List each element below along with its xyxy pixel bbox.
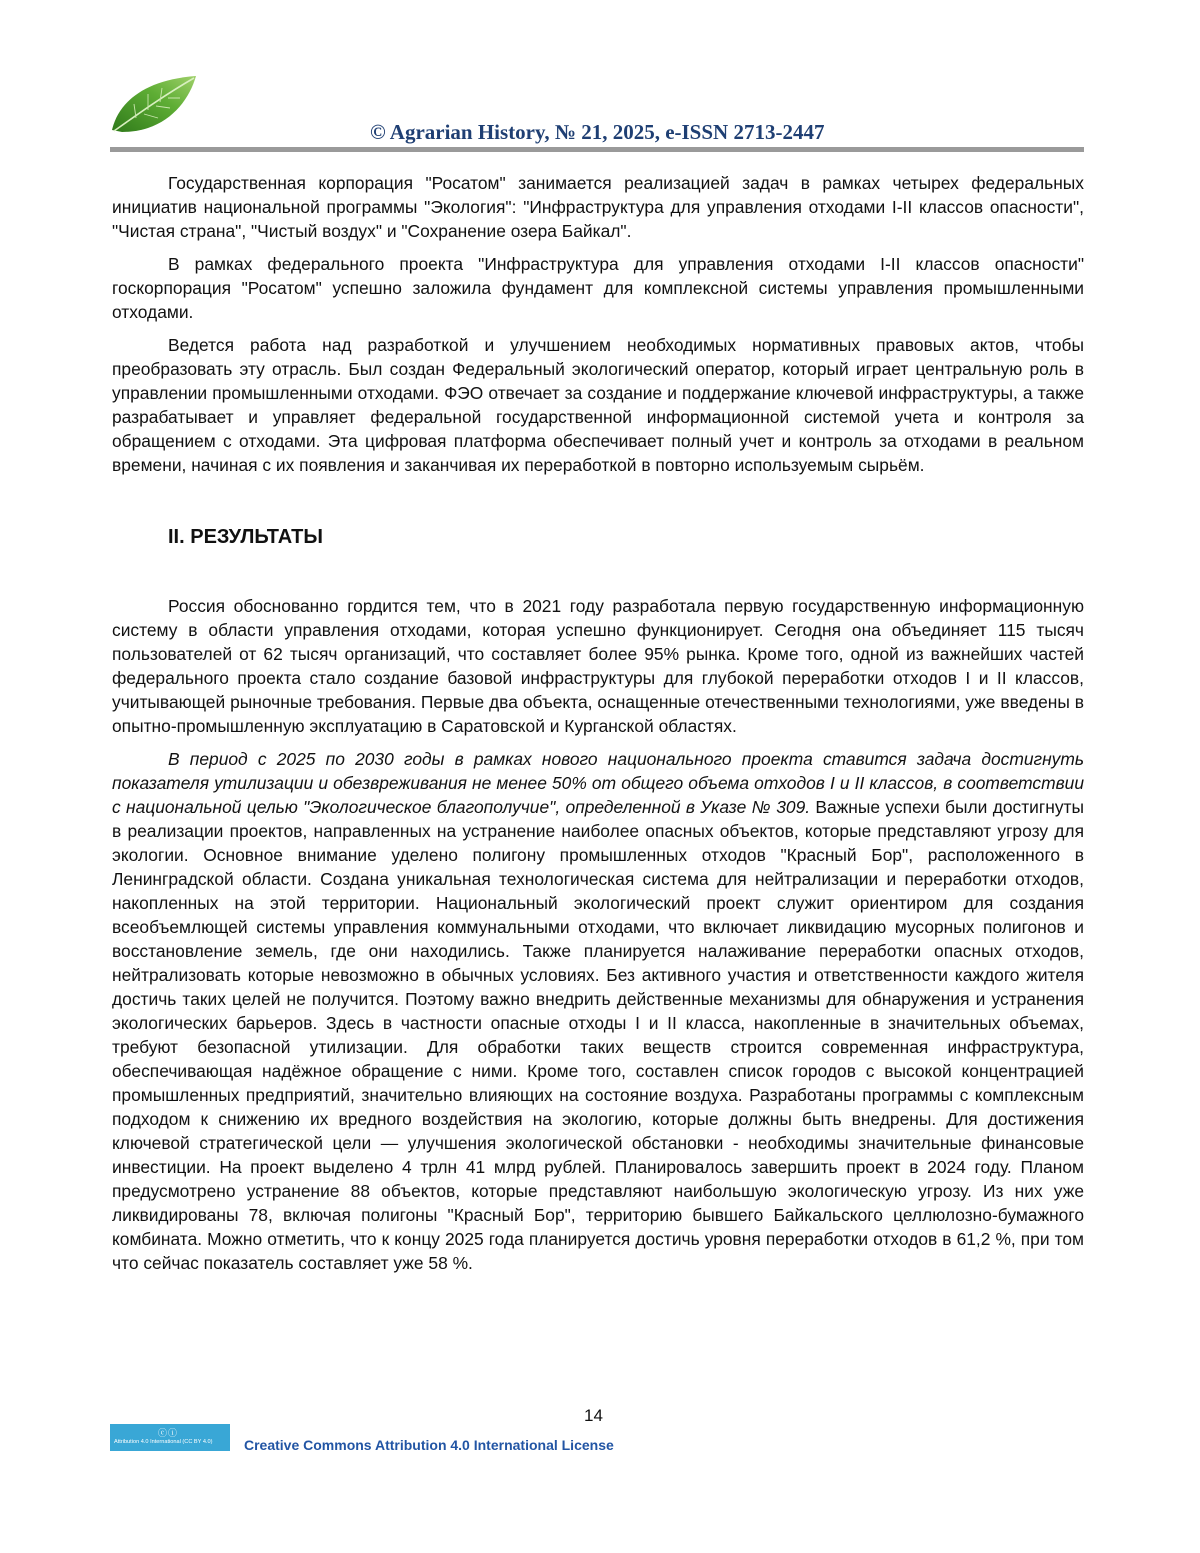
cc-license-badge[interactable] [110,1424,230,1451]
cc-icon: ⓒⓘ [158,1428,179,1438]
leaf-icon [108,74,200,136]
cc-badge-text: Attribution 4.0 International (CC BY 4.0) [114,1439,213,1445]
journal-title: © Agrarian History, № 21, 2025, e-ISSN 2713-2447 [370,120,825,144]
section-heading: II. РЕЗУЛЬТАТЫ [168,526,323,548]
paragraph-continuation: Важные успехи были достигнуты в реализации проектов, направленных на устранение наиболее опасных объектов, которые представляют угрозу для экологии. Основное внимание уделено полигону промышленных отходов "Красный Бор", расположенного в Ленинградской области. Создана уникальная технологическая система для нейтрализации и переработки отходов, накопленных на этой территории. Национальный экологический проект служит ориентиром для создания всеобъемлющей системы управления коммунальными отходами, что включает ликвидацию мусорных полигонов и восстановление земель, где они находились. Также планируется налаживание переработки опасных отходов, нейтрализовать которые невозможно в обычных условиях. Без активного участия и ответственности каждого жителя достичь таких целей не получится. Поэтому важно внедрить действенные механизмы для обнаружения и устранения экологических барьеров. Здесь в частности опасные отходы I и II класса, накопленные в значительных объемах, требуют безопасной утилизации. Для обработки таких веществ строится современная инфраструктура, обеспечивающая надёжное обращение с ними. Кроме того, составлен список городов с высокой концентрацией промышленных предприятий, значительно влияющих на состояние воздуха. Разработаны программы с комплексным подходом к снижению их вредного воздействия на экологию, которые должны быть внедрены. Для достижения ключевой стратегической цели — улучшения экологической обстановки - необходимы значительные финансовые инвестиции. На проект выделено 4 трлн 41 млрд рублей. Планировалось завершить проект в 2024 году. Планом предусмотрено устранение 88 объектов, которые представляют наибольшую экологическую угрозу. Из них уже ликвидированы 78, включая полигоны "Красный Бор", территорию бывшего Байкальского целлюлозно-бумажного комбината. Можно отметить, что к концу 2025 года планируется достичь уровня переработки отходов в 61,2 %, при том что сейчас показатель составляет уже 58 %. [112,797,1084,1273]
paragraph [112,747,1084,1275]
paragraph: Ведется работа над разработкой и улучшением необходимых нормативных правовых актов, чтобы преобразовать эту отрасль. Был создан Федеральный экологический оператор, который играет центральную роль в управлении промышленными отходами. ФЭО отвечает за создание и поддержание ключевой инфраструктуры, а также разрабатывает и управляет федеральной государственной информационной системой учета и контроля за обращением с отходами. Эта цифровая платформа обеспечивает полный учет и контроль за отходами в реальном времени, начиная с их появления и заканчивая их переработкой в повторно используемым сырьём. [112,335,1084,475]
page-number: 14 [584,1406,603,1425]
article-body [112,171,1084,1284]
italic-passage: В период с 2025 по 2030 годы в рамках нового национального проекта ставится задача достигнуть показателя утилизации и обезвреживания не менее 50% от общего объема отходов I и II классов, в соответствии с национальной целью "Экологическое благополучие", определенной в Указе № 309. [112,749,1084,817]
header-rule [110,147,1084,152]
paragraph: В рамках федерального проекта "Инфраструктура для управления отходами I-II классов опасности" госкорпорация "Росатом" успешно заложила фундамент для комплексной системы управления промышленными отходами. [112,254,1084,322]
paragraph: Россия обоснованно гордится тем, что в 2021 году разработала первую государственную информационную систему в области управления отходами, которая успешно функционирует. Сегодня она объединяет 115 тысяч пользователей от 62 тысяч организаций, что составляет более 95% рынка. Кроме того, одной из важнейших частей федерального проекта стало создание базовой инфраструктуры для глубокой переработки отходов I и II классов, учитывающей рыночные требования. Первые два объекта, оснащенные отечественными технологиями, уже введены в опытно-промышленную эксплуатацию в Саратовской и Курганской областях. [112,596,1084,736]
license-link[interactable]: Creative Commons Attribution 4.0 International License [244,1437,614,1453]
paragraph: Государственная корпорация "Росатом" занимается реализацией задач в рамках четырех федеральных инициатив национальной программы "Экология": "Инфраструктура для управления отходами I-II классов опасности", "Чистая страна", "Чистый воздух" и "Сохранение озера Байкал". [112,173,1084,241]
